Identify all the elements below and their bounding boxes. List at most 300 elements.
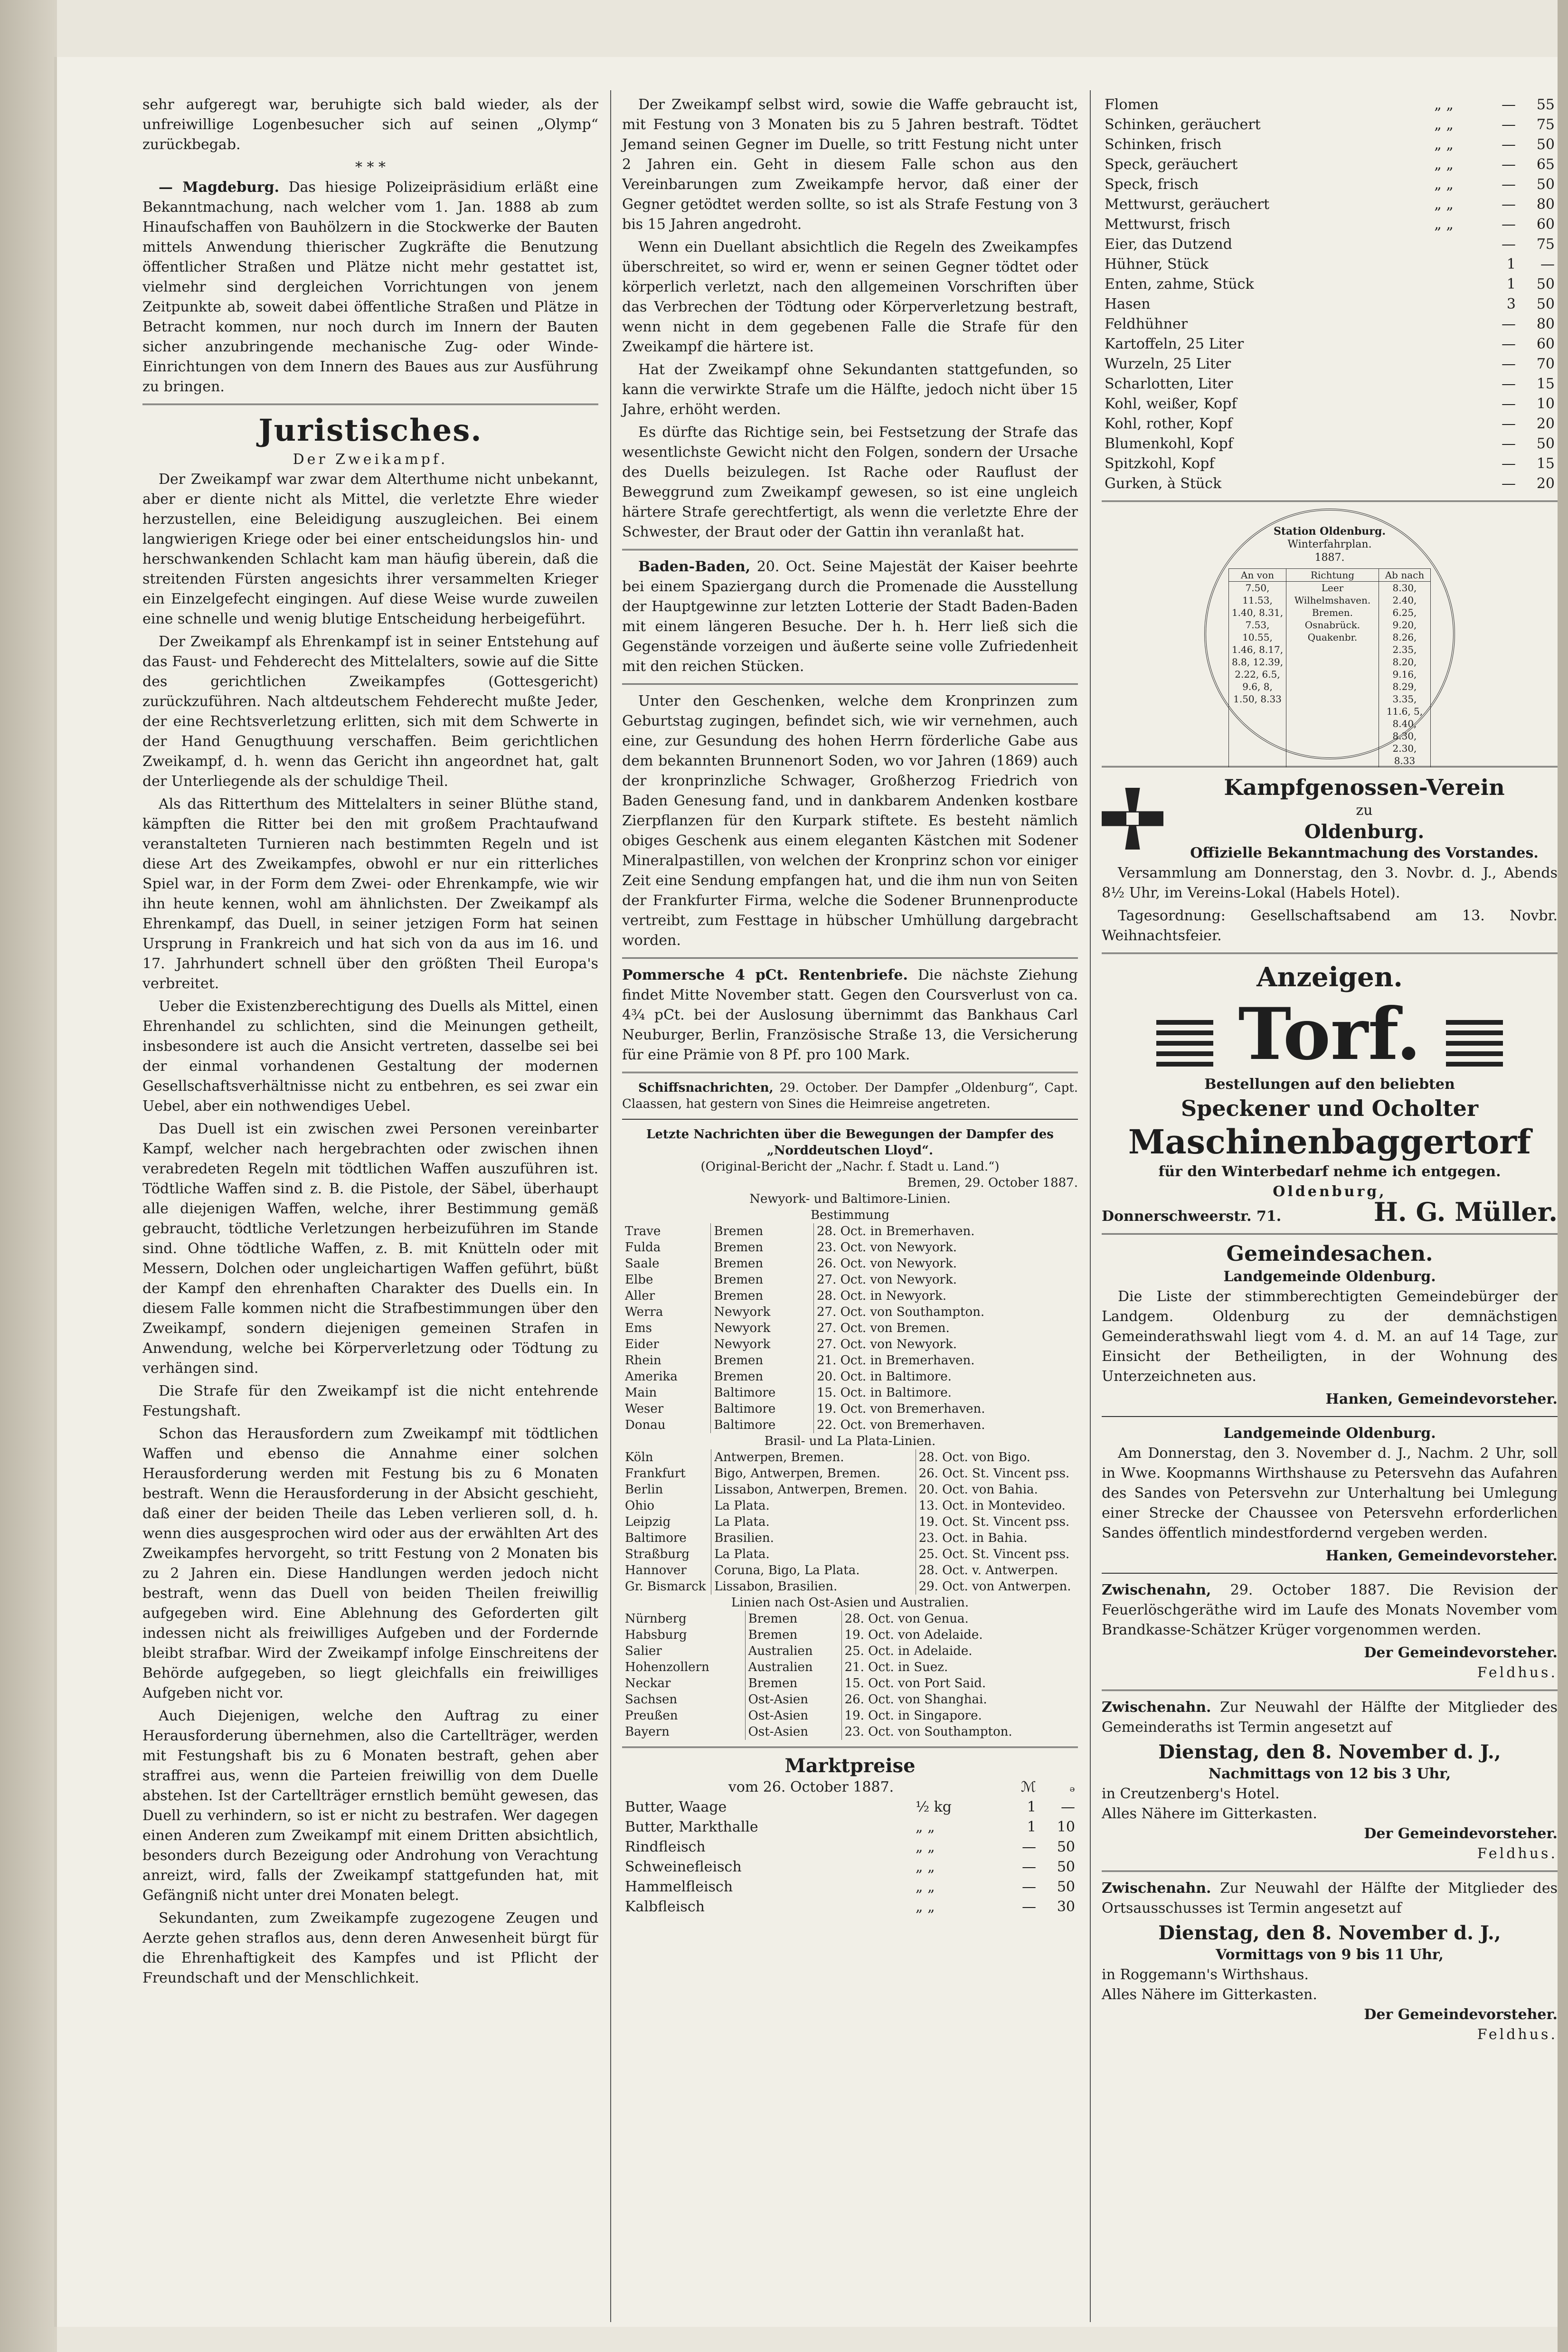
item-name: Kohl, rother, Kopf <box>1105 416 1233 432</box>
divider <box>1102 1233 1558 1235</box>
price-pfennig: 65 <box>1536 156 1555 173</box>
table-row <box>622 1611 1078 1627</box>
table-row <box>622 1857 1078 1877</box>
ship-name: Werra <box>622 1304 711 1320</box>
price-mark: — <box>1502 356 1516 372</box>
ship-status: 28. Oct. von Genua. <box>844 1612 969 1626</box>
ship-destination: Lissabon, Antwerpen, Bremen. <box>711 1482 916 1498</box>
item-name: Speck, frisch <box>1105 176 1199 193</box>
table-row <box>622 1675 1078 1691</box>
article-paragraph: Der Zweikampf war zwar dem Alterthume nicht unbekannt, aber er diente nicht als Mittel, die verletzte Ehre wieder herzustellen, eine Beleidigung auszugleichen. Bei einem langwierigen Kriege oder bei einer entscheidungslos hin- und herschwankenden Schlacht kam man häufig überein, daß die streitenden Fürsten angesichts ihrer versammelten Krieger ein Einzelgefecht eingingen. Auf diese Weise wurde zuweilen eine schnelle und wenig blutige Entscheidung herbeigeführt. <box>142 471 598 627</box>
ship-status: 21. Oct. in Suez. <box>844 1660 948 1674</box>
price-mark: — <box>1022 1879 1036 1895</box>
ship-status: 26. Oct. von Newyork. <box>816 1256 957 1271</box>
divider <box>1102 1690 1558 1691</box>
ship-name: Hannover <box>622 1562 711 1578</box>
notice-text: 29. October 1887. Die Revision der Feuerlöschgeräthe wird im Laufe des Monats November vom Brandkasse-Schätzer Krüger vorgenommen werden. <box>1102 1582 1558 1638</box>
price-mark: 3 <box>1506 296 1516 312</box>
station-timetable-stamp <box>1204 509 1455 766</box>
ship-name: Salier <box>622 1643 745 1659</box>
price-pfennig: 60 <box>1536 336 1555 352</box>
price-pfennig: 20 <box>1536 416 1555 432</box>
ship-name: Neckar <box>622 1675 745 1691</box>
price-pfennig: 50 <box>1536 435 1555 452</box>
article-dateline: Baden-Baden, <box>638 558 751 575</box>
article-paragraph: Das Duell ist ein zwischen zwei Personen vereinbarter Kampf, welcher nach hergebrachten oder zwischen ihnen verabredeten Regeln mit tödtlichen Waffen auszuführen ist. Tödtliche Waffen sind z. B. die Pistole, der Säbel, überhaupt alle diejenigen Waffen, welche, ihrer Bestimmung gemäß gebraucht, tödtliche Verletzungen herbeizuführen im Stande sind. Ohne tödtliche Waffen, z. B. mit Knütteln oder mit Messern, Dolchen oder ungleichartigen Waffen geführt, büßt der Kampf den ehrenhaften Charakter des Duells ein. In diesem Falle kommen nicht die Strafbestimmungen über den Zweikampf, sondern diejenigen gemeinen Strafen in Anwendung, welche bei Körperverletzung oder Tödtung zu verhängen sind. <box>142 1121 598 1377</box>
section-subtitle: Der Zweikampf. <box>293 451 448 468</box>
notice-text: Die Liste der stimmberechtigten Gemeindebürger der Landgem. Oldenburg zu der demnächstigen Gemeinderathswahl liegt vom 4. d. M. an auf 14 Tage, zur Einsicht der Betheiligten, in der Wohnung des Unterzeichneten aus. <box>1102 1288 1558 1385</box>
ship-name: Fulda <box>622 1239 711 1256</box>
table-row <box>622 1304 1078 1320</box>
item-name: Kalbfleisch <box>625 1899 705 1915</box>
ship-name: Aller <box>622 1288 711 1304</box>
table-row <box>1102 374 1558 394</box>
notice-time: Vormittags von 9 bis 11 Uhr, <box>1216 1946 1444 1963</box>
item-unit: „ „ <box>1434 216 1454 233</box>
ship-name: Ohio <box>622 1498 711 1514</box>
price-pfennig: 50 <box>1057 1879 1075 1895</box>
ship-name: Trave <box>622 1223 711 1239</box>
price-pfennig: 80 <box>1536 196 1555 213</box>
ship-destination: Bremen <box>745 1611 841 1627</box>
ship-name: Straßburg <box>622 1546 711 1562</box>
column-heading: Bestimmung <box>810 1208 890 1222</box>
notice-sign: Der Gemeindevorsteher. <box>1364 2006 1558 2023</box>
price-pfennig: 50 <box>1536 136 1555 153</box>
price-mark: — <box>1502 176 1516 193</box>
table-row <box>622 1401 1078 1417</box>
price-mark: — <box>1022 1859 1036 1875</box>
ad-footer <box>1102 1197 1558 1227</box>
item-unit: „ „ <box>915 1859 935 1875</box>
ship-destination: Lissabon, Brasilien. <box>711 1578 916 1595</box>
table-row <box>622 1256 1078 1272</box>
price-pfennig: 80 <box>1536 316 1555 332</box>
ship-status: 19. Oct. St. Vincent pss. <box>918 1515 1070 1529</box>
price-mark: — <box>1502 376 1516 392</box>
ad-text: Tagesordnung: Gesellschaftsabend am 13. Novbr. Weihnachtsfeier. <box>1102 907 1558 944</box>
price-mark: — <box>1502 136 1516 153</box>
price-mark: — <box>1502 236 1516 253</box>
table-row <box>622 1691 1078 1708</box>
article-paragraph: Die Strafe für den Zweikampf ist die nicht entehrende Festungshaft. <box>142 1383 598 1419</box>
article-paragraph: Auch Diejenigen, welche den Auftrag zu einer Herausforderung übernehmen, also die Cartellträger, werden mit Festungshaft bis zu 6 Monaten bestraft, gehen aber straffrei aus, wenn die Parteien freiwillig von dem Duelle abstehen. Ist der Cartellträger ernstlich bemüht gewesen, das Duell zu verhindern, so ist er nicht zu bestrafen. Wer dagegen einen Anderen zum Zweikampf mit einem Dritten absichtlich, besonders durch Bezeigung oder Androhung von Verachtung anreizt, wird, falls der Zweikampf stattgefunden hat, mit Gefängniß nicht unter drei Monaten belegt. <box>142 1708 598 1904</box>
price-mark: — <box>1502 316 1516 332</box>
ship-table <box>622 1449 1078 1595</box>
divider <box>622 549 1078 550</box>
item-unit <box>1431 255 1480 274</box>
table-row <box>622 1223 1078 1239</box>
ship-name: Amerika <box>622 1369 711 1385</box>
price-pfennig: 15 <box>1536 376 1555 392</box>
ship-destination: Bremen <box>711 1239 814 1256</box>
ship-status: 15. Oct. von Port Said. <box>844 1676 986 1691</box>
article-continuation: sehr aufgeregt war, beruhigte sich bald wieder, als der unfreiwillige Logenbesucher sich auf seinen „Olymp“ zurückbegab. <box>142 96 598 153</box>
ship-destination: La Plata. <box>711 1546 916 1562</box>
ship-name: Preußen <box>622 1708 745 1724</box>
notice-head: Landgemeinde Oldenburg. <box>1223 1268 1436 1285</box>
stamp-arrivals: 7.50, 11.53, 1.40, 8.31, 7.53, 10.55, 1.46, 8.17, 8.8, 12.39, 2.22, 6.5, 9.6, 8, 1.50, 8.33 <box>1228 582 1286 767</box>
table-row <box>1102 175 1558 195</box>
table-row <box>622 1482 1078 1498</box>
ship-status: 26. Oct. von Shanghai. <box>844 1692 987 1707</box>
item-unit <box>1431 374 1480 394</box>
ship-table <box>622 1611 1078 1740</box>
ship-table <box>622 1223 1078 1433</box>
article-paragraph: Ueber die Existenzberechtigung des Duells als Mittel, einen Ehrenhandel zu schlichten, sind die Meinungen getheilt, insbesondere ist auch die Ansicht vertreten, dasselbe sei bei der einmal vorhandenen Gestaltung der modernen Gesellschaftsverhältnisse nicht zu entbehren, es sei zwar ein Uebel, aber ein nothwendiges Uebel. <box>142 998 598 1115</box>
item-unit: „ „ <box>1434 96 1454 113</box>
price-pfennig: 70 <box>1536 356 1555 372</box>
price-mark: — <box>1502 116 1516 133</box>
price-pfennig: 30 <box>1057 1899 1075 1915</box>
table-row <box>1102 334 1558 354</box>
item-name: Hammelfleisch <box>625 1879 733 1895</box>
ship-destination: Australien <box>745 1643 841 1659</box>
ship-status: 19. Oct. von Bremerhaven. <box>816 1402 985 1416</box>
ship-name: Elbe <box>622 1272 711 1288</box>
article-body <box>622 95 1078 542</box>
ad-text: Versammlung am Donnerstag, den 3. Novbr. d. J., Abends 8½ Uhr, im Vereins-Lokal (Habels Hotel). <box>1102 865 1558 901</box>
notice-sign: Hanken, Gemeindevorsteher. <box>1325 1548 1558 1564</box>
ship-status: 22. Oct. von Bremerhaven. <box>816 1418 985 1432</box>
notice-date: Dienstag, den 8. November d. J., <box>1158 1922 1501 1944</box>
notice-sign: Feldhus. <box>1477 2026 1558 2043</box>
torf-headline: Torf. <box>1238 992 1421 1076</box>
ship-status: 27. Oct. von Newyork. <box>816 1273 957 1287</box>
ad-line: Maschinenbaggertorf <box>1128 1122 1531 1162</box>
ship-destination: Baltimore <box>711 1385 814 1401</box>
item-unit: „ „ <box>1434 176 1454 193</box>
decorative-block-icon <box>1156 1014 1213 1067</box>
book-spine <box>0 0 57 2352</box>
table-row <box>1102 454 1558 474</box>
divider <box>622 957 1078 959</box>
item-name: Scharlotten, Liter <box>1105 376 1233 392</box>
item-name: Feldhühner <box>1105 316 1188 332</box>
table-row <box>1102 235 1558 255</box>
article-paragraph: Es dürfte das Richtige sein, bei Festsetzung der Strafe das wesentlichste Gewicht nicht den Folgen, sondern der Ursache des Duells beizulegen. Ist Rache oder Rauflust der Beweggrund zum Zweikampf gewesen, so ist eine ungleich härtere Strafe gerechtfertigt, als wenn die verletzte Ehre der Schwester, der Braut oder der Gattin ihn veranlaßt hat. <box>622 424 1078 540</box>
price-mark: 1 <box>1027 1799 1036 1815</box>
notice-text: Zur Neuwahl der Hälfte der Mitglieder des Gemeinderaths ist Termin angesetzt auf <box>1102 1699 1558 1736</box>
stamp-departures: 8.30, 2.40, 6.25, 9.20, 8.26, 2.35, 8.20, 9.16, 8.29, 3.35, 11.6, 5, 8.40, 8.30, 2.30, 8.33 <box>1379 582 1430 767</box>
column-2 <box>622 95 1078 1917</box>
price-pfennig: 60 <box>1536 216 1555 233</box>
table-row <box>1102 474 1558 494</box>
item-unit <box>1431 314 1480 334</box>
ship-name: Gr. Bismarck <box>622 1578 711 1595</box>
ship-name: Nürnberg <box>622 1611 745 1627</box>
divider <box>622 1747 1078 1748</box>
item-name: Speck, geräuchert <box>1105 156 1238 173</box>
article-paragraph: Als das Ritterthum des Mittelalters in seiner Blüthe stand, kämpften die Ritter bei den mit großem Prachtaufwand veranstalteten Turnieren nach bestimmten Regeln und ist diese Art des Zweikampfes, obwohl er nur ein ritterliches Spiel war, in der Form dem Zwei- oder Ehrenkampfe, wie wir ihn heute kennen, wohl am ähnlichsten. Der Zweikampf als Ehrenkampf, das Duell, in seiner jetzigen Form hat seinen Ursprung in Frankreich und hat sich von da aus im 16. und 17. Jahrhundert schnell über den größten Theil Europa's verbreitet. <box>142 796 598 992</box>
ship-destination: Bremen <box>745 1675 841 1691</box>
item-unit <box>1431 414 1480 434</box>
article-text: 29. October. Der Dampfer „Oldenburg“, Capt. Claassen, hat gestern von Sines die Heimreise angetreten. <box>622 1081 1078 1111</box>
article-paragraph: Der Zweikampf als Ehrenkampf ist in seiner Entstehung auf das Faust- und Fehderecht des Mittelalters, sowie auf die Sitte des gerichtlichen Zweikampfes (Gottesgericht) zurückzuführen. Nach altdeutschem Fehderecht mußte Jeder, der eine Rechtsverletzung erlitten, sich mit dem Schwerte in der Hand Genugthuung verschaffen. Beim gerichtlichen Zweikampf, d. h. wenn das Gericht ihn angeordnet hat, galt der Unterliegende als der schuldige Theil. <box>142 633 598 790</box>
ship-status: 19. Oct. von Adelaide. <box>844 1628 983 1642</box>
divider <box>1102 953 1558 954</box>
ship-destination: Newyork <box>711 1304 814 1320</box>
stamp-table <box>1228 568 1431 767</box>
price-pfennig: 50 <box>1536 176 1555 193</box>
article-text: Das hiesige Polizeipräsidium erläßt eine Bekanntmachung, nach welcher vom 1. Jan. 1888 ab zum Hinaufschaffen von Bauhölzern in die Stockwerke der Bauten mittels Anwendung thierischer Zugkräfte die Benutzung öffentlicher Straßen und Plätze nicht mehr gestattet ist, vielmehr sind dergleichen Vorrichtungen von jenem Zeitpunkte ab, soweit dabei öffentliche Straßen und Plätze in Betracht kommen, nur noch durch im Innern der Bauten sicher anzubringende mechanische Zug- oder Winde-Einrichtungen von dem Innern des Baues aus zur Ausführung zu bringen. <box>142 179 598 395</box>
item-name: Hühner, Stück <box>1105 256 1209 273</box>
ship-destination: Ost-Asien <box>745 1691 841 1708</box>
line-heading: Linien nach Ost-Asien und Australien. <box>731 1596 969 1610</box>
divider <box>142 404 598 405</box>
ship-status: 29. Oct. von Antwerpen. <box>918 1579 1071 1594</box>
ad-address: Donnerschweerstr. 71. <box>1102 1208 1282 1225</box>
ship-status: 13. Oct. in Montevideo. <box>918 1499 1066 1513</box>
ship-destination: Newyork <box>711 1320 814 1336</box>
line-heading: Brasil- und La Plata-Linien. <box>764 1434 936 1448</box>
price-pfennig: 20 <box>1536 475 1555 492</box>
iron-cross-icon <box>1102 788 1163 850</box>
divider <box>622 683 1078 685</box>
item-unit: „ „ <box>915 1839 935 1855</box>
ship-name: Donau <box>622 1417 711 1433</box>
ship-name: Eider <box>622 1336 711 1352</box>
table-row <box>1102 294 1558 314</box>
table-row <box>622 1546 1078 1562</box>
item-name: Kartoffeln, 25 Liter <box>1105 336 1244 352</box>
ship-status: 27. Oct. von Southampton. <box>816 1305 985 1319</box>
ship-status: 23. Oct. in Bahia. <box>918 1531 1028 1545</box>
price-mark: — <box>1022 1839 1036 1855</box>
ship-destination: Brasilien. <box>711 1530 916 1546</box>
ship-destination: La Plata. <box>711 1498 916 1514</box>
price-pfennig: 10 <box>1536 396 1555 412</box>
table-row <box>1102 314 1558 334</box>
ad-title: Kampfgenossen-Verein <box>1224 775 1505 800</box>
table-row <box>622 1514 1078 1530</box>
table-row <box>622 1708 1078 1724</box>
table-row <box>622 1578 1078 1595</box>
ship-status: 20. Oct. in Baltimore. <box>816 1370 952 1384</box>
price-pfennig: 50 <box>1057 1859 1075 1875</box>
table-row <box>622 1627 1078 1643</box>
stamp-year: 1887. <box>1314 552 1345 564</box>
ship-name: Ems <box>622 1320 711 1336</box>
article-paragraph: Sekundanten, zum Zweikampfe zugezogene Zeugen und Aerzte gehen straflos aus, denn deren Anwesenheit bürgt für die Ehrenhaftigkeit des Kampfes und ist Pflicht der Freundschaft und der Menschlichkeit. <box>142 1910 598 1986</box>
price-mark: — <box>1502 156 1516 173</box>
market-table <box>622 1777 1078 1917</box>
notice-text: Am Donnerstag, den 3. November d. J., Nachm. 2 Uhr, soll in Wwe. Koopmanns Wirthshause zu Petersvehn das Aufahren des Sandes von Petersvehn zur Unterhaltung bei Umlegung einer Strecke der Chaussee von Petersvehn erforderlichen Sandes öffentlich mindestfordernd vergeben werden. <box>1102 1445 1558 1541</box>
ship-name: Köln <box>622 1449 711 1465</box>
table-row <box>622 1320 1078 1336</box>
table-row <box>1102 115 1558 135</box>
table-row <box>1102 255 1558 274</box>
item-name: Mettwurst, frisch <box>1105 216 1231 233</box>
table-row <box>622 1385 1078 1401</box>
ship-name: Bayern <box>622 1724 745 1740</box>
ship-name: Hohenzollern <box>622 1659 745 1675</box>
item-name: Wurzeln, 25 Liter <box>1105 356 1231 372</box>
ad-city: Oldenburg. <box>1304 821 1425 843</box>
price-pfennig: 15 <box>1536 455 1555 472</box>
article-text: Die nächste Ziehung findet Mitte November statt. Gegen den Coursverlust von ca. 4¾ pCt. bei der Auslosung übernimmt das Bankhaus Carl Neuburger, Berlin, Französische Straße 13, die Versicherung für eine Prämie von 8 Pf. pro 100 Mark. <box>622 967 1078 1063</box>
item-unit: „ „ <box>1434 116 1454 133</box>
price-pfennig: 10 <box>1057 1819 1075 1835</box>
table-row <box>622 1352 1078 1369</box>
ship-destination: Bremen <box>711 1352 814 1369</box>
item-name: Butter, Markthalle <box>625 1819 758 1835</box>
market-date: vom 26. October 1887. <box>728 1779 894 1795</box>
divider <box>622 1119 1078 1120</box>
ship-name: Frankfurt <box>622 1465 711 1482</box>
price-mark: — <box>1502 216 1516 233</box>
column-rule <box>610 90 611 2322</box>
price-pfennig: 50 <box>1536 296 1555 312</box>
ad-zu: zu <box>1356 802 1373 819</box>
market-table <box>1102 95 1558 494</box>
ship-name: Berlin <box>622 1482 711 1498</box>
table-row <box>1102 354 1558 374</box>
item-name: Schinken, geräuchert <box>1105 116 1261 133</box>
lloyd-date: Bremen, 29. October 1887. <box>907 1176 1078 1190</box>
ship-status: 28. Oct. v. Antwerpen. <box>918 1563 1058 1577</box>
separator-stars: * * * <box>355 159 386 176</box>
currency-header: ℳ <box>1020 1779 1036 1795</box>
item-name: Schweinefleisch <box>625 1859 742 1875</box>
item-unit <box>1431 334 1480 354</box>
price-pfennig: — <box>1061 1799 1075 1815</box>
table-row <box>622 1288 1078 1304</box>
notice-head: Landgemeinde Oldenburg. <box>1223 1425 1436 1442</box>
market-title: Marktpreise <box>784 1755 916 1777</box>
ship-status: 25. Oct. in Adelaide. <box>844 1644 973 1658</box>
article-paragraph: Wenn ein Duellant absichtlich die Regeln des Zweikampfes überschreitet, so wird er, wenn er seinen Gegner tödtet oder körperlich verletzt, nach den allgemeinen Vorschriften über das Verbrechen der Tödtung oder Körperverletzung bestraft, wenn nicht in dem gegebenen Falle die Strafe für den Zweikampf die härtere ist. <box>622 239 1078 355</box>
item-unit: ½ kg <box>915 1799 952 1815</box>
lloyd-source: (Original-Bericht der „Nachr. f. Stadt u. Land.“) <box>700 1160 1000 1174</box>
ship-destination: Bremen <box>711 1256 814 1272</box>
price-mark: — <box>1502 196 1516 213</box>
notice-place: in Creutzenberg's Hotel. <box>1102 1785 1280 1802</box>
price-mark: — <box>1022 1899 1036 1915</box>
item-name: Butter, Waage <box>625 1799 727 1815</box>
ship-destination: Baltimore <box>711 1417 814 1433</box>
price-mark: 1 <box>1506 276 1516 293</box>
item-unit <box>1431 274 1480 294</box>
ship-status: 28. Oct. in Bremerhaven. <box>816 1224 975 1238</box>
ship-name: Saale <box>622 1256 711 1272</box>
ship-status: 28. Oct. in Newyork. <box>816 1289 946 1303</box>
divider <box>1102 1416 1558 1417</box>
divider <box>1102 1573 1558 1574</box>
ad-line: Speckener und Ocholter <box>1181 1096 1479 1121</box>
table-row <box>622 1449 1078 1465</box>
ad-name: H. G. Müller. <box>1373 1197 1558 1227</box>
item-name: Gurken, à Stück <box>1105 475 1222 492</box>
notice-sign: Der Gemeindevorsteher. <box>1364 1825 1558 1842</box>
notice-more: Alles Nähere im Gitterkasten. <box>1102 1805 1317 1822</box>
ship-status: 23. Oct. von Newyork. <box>816 1240 957 1255</box>
notice-date: Dienstag, den 8. November d. J., <box>1158 1741 1501 1763</box>
item-unit <box>1431 394 1480 414</box>
ship-name: Weser <box>622 1401 711 1417</box>
ship-name: Main <box>622 1385 711 1401</box>
item-name: Blumenkohl, Kopf <box>1105 435 1233 452</box>
ship-destination: Bremen <box>711 1223 814 1239</box>
ship-destination: Ost-Asien <box>745 1724 841 1740</box>
column-rule <box>1090 90 1091 2322</box>
stamp-directions: Leer Wilhelmshaven. Bremen. Osnabrück. Quakenbr. <box>1286 582 1379 767</box>
ship-name: Sachsen <box>622 1691 745 1708</box>
kampfgenossen-ad <box>1102 774 1558 863</box>
item-name: Kohl, weißer, Kopf <box>1105 396 1237 412</box>
stamp-subtitle: Winterfahrplan. <box>1287 538 1372 550</box>
item-unit: „ „ <box>915 1879 935 1895</box>
price-mark: — <box>1502 455 1516 472</box>
ship-status: 21. Oct. in Bremerhaven. <box>816 1353 975 1368</box>
price-mark: — <box>1502 396 1516 412</box>
item-unit: „ „ <box>915 1819 935 1835</box>
ship-status: 15. Oct. in Baltimore. <box>816 1386 952 1400</box>
item-name: Mettwurst, geräuchert <box>1105 196 1270 213</box>
ship-destination: Coruna, Bigo, La Plata. <box>711 1562 916 1578</box>
table-row <box>622 1562 1078 1578</box>
notice-head: Zwischenahn. <box>1102 1699 1211 1716</box>
item-unit: „ „ <box>1434 196 1454 213</box>
item-unit <box>1431 235 1480 255</box>
ship-destination: Bremen <box>711 1272 814 1288</box>
ship-status: 25. Oct. St. Vincent pss. <box>918 1547 1070 1561</box>
ship-destination: Antwerpen, Bremen. <box>711 1449 916 1465</box>
torf-ad <box>1102 994 1558 1075</box>
page-edge <box>1558 0 1568 2352</box>
ad-line: für den Winterbedarf nehme ich entgegen. <box>1158 1163 1501 1180</box>
article-paragraph: Schon das Herausfordern zum Zweikampf mit tödtlichen Waffen und ebenso die Annahme einer solchen Herausforderung werden mit Festung bis zu 6 Monaten bestraft. Wenn die Herausforderung in der Absicht geschieht, daß einer der beiden Theile das Leben verlieren soll, d. h. wenn dies ausgesprochen wird oder aus der erwählten Art des Zweikampfes hervorgeht, so tritt Festung von 2 Monaten bis zu 2 Jahren ein. Diese Handlungen werden jedoch nicht bestraft, wenn das Duell von beiden Theilen freiwillig aufgegeben wird. Eine Ablehnung des Geforderten gilt indessen nicht als freiwilliges Aufgeben und der Fordernde bleibt strafbar. Wird der Zweikampf infolge Einschreitens der Behörde aufgegeben, so liegt gleichfalls ein freiwilliges Aufgeben nicht vor. <box>142 1426 598 1701</box>
item-name: Flomen <box>1105 96 1159 113</box>
item-unit: „ „ <box>1434 156 1454 173</box>
price-pfennig: 75 <box>1536 236 1555 253</box>
table-row <box>1102 274 1558 294</box>
section-title: Gemeindesachen. <box>1226 1242 1433 1266</box>
ship-name: Rhein <box>622 1352 711 1369</box>
ship-status: 27. Oct. von Bremen. <box>816 1321 950 1335</box>
article-dateline: Pommersche 4 pCt. Rentenbriefe. <box>622 967 908 983</box>
ship-destination: Baltimore <box>711 1401 814 1417</box>
section-title: Juristisches. <box>258 413 482 448</box>
column-3 <box>1102 95 1558 2045</box>
column-1 <box>142 95 598 1991</box>
table-row <box>622 1417 1078 1433</box>
table-row <box>622 1837 1078 1857</box>
item-name: Enten, zahme, Stück <box>1105 276 1254 293</box>
ship-destination: La Plata. <box>711 1514 916 1530</box>
table-row <box>1102 135 1558 155</box>
table-row <box>622 1336 1078 1352</box>
stamp-col-head: An von <box>1228 569 1286 582</box>
ad-line: Oldenburg, <box>1273 1183 1387 1200</box>
ship-destination: Bremen <box>711 1288 814 1304</box>
article-body <box>142 470 598 1988</box>
notice-place: in Roggemann's Wirthshaus. <box>1102 1966 1309 1983</box>
ship-name: Leipzig <box>622 1514 711 1530</box>
price-mark: — <box>1502 336 1516 352</box>
article-text: 20. Oct. Seine Majestät der Kaiser beehrte bei einem Spaziergang durch die Promenade die Ausstellung der Hauptgewinne zur letzten Lotterie der Stadt Baden-Baden mit einem längeren Besuche. Der h. h. Herr ließ sich die Gegenstände vorzeigen und äußerte seine volle Zufriedenheit mit den reichen Stücken. <box>622 558 1078 675</box>
item-name: Rindfleisch <box>625 1839 706 1855</box>
table-header <box>622 1777 1078 1797</box>
ship-destination: Newyork <box>711 1336 814 1352</box>
table-row <box>622 1817 1078 1837</box>
notice-sign: Hanken, Gemeindevorsteher. <box>1325 1391 1558 1407</box>
price-pfennig: 75 <box>1536 116 1555 133</box>
stamp-col-head: Ab nach <box>1379 569 1430 582</box>
table-row <box>622 1530 1078 1546</box>
ship-status: 27. Oct. von Newyork. <box>816 1337 957 1351</box>
price-mark: — <box>1502 416 1516 432</box>
